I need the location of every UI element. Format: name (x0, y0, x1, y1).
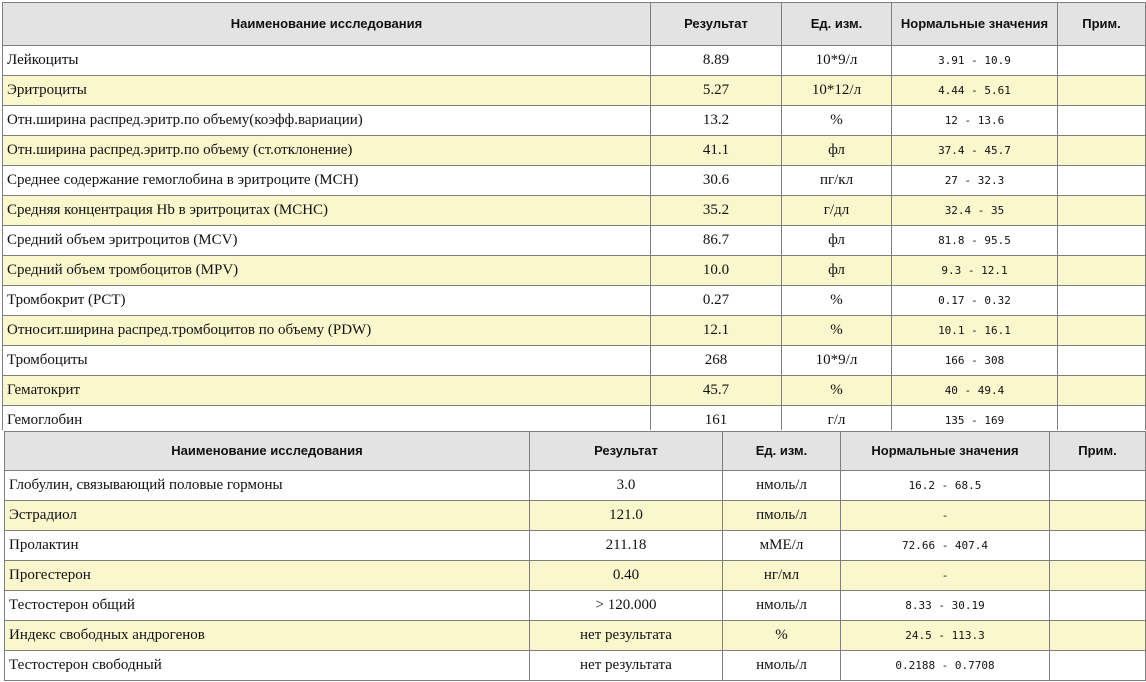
cell-name: Средний объем эритроцитов (MCV) (3, 226, 651, 256)
cell-result: 10.0 (651, 256, 782, 286)
cell-note (1058, 46, 1146, 76)
header-result: Результат (651, 3, 782, 46)
table-row (5, 621, 1146, 651)
cell-note (1058, 256, 1146, 286)
cell-result: 161 (651, 406, 782, 431)
cell-result: 211.18 (530, 531, 723, 561)
table-row (3, 346, 1146, 376)
header-note: Прим. (1058, 3, 1146, 46)
table-row (3, 376, 1146, 406)
cell-note (1050, 531, 1146, 561)
cell-unit: % (782, 316, 892, 346)
table-row (3, 46, 1146, 76)
table-row (3, 136, 1146, 166)
cell-result: 0.40 (530, 561, 723, 591)
header-norm: Нормальные значения (892, 3, 1058, 46)
table-row (5, 531, 1146, 561)
cell-norm: 0.2188 - 0.7708 (841, 651, 1050, 681)
table-row (5, 501, 1146, 531)
cell-result: 268 (651, 346, 782, 376)
cell-name: Эстрадиол (5, 501, 530, 531)
cell-note (1050, 621, 1146, 651)
cell-unit: % (782, 106, 892, 136)
cell-unit: нг/мл (723, 561, 841, 591)
header-note: Прим. (1050, 432, 1146, 471)
table-row (3, 76, 1146, 106)
cell-unit: 10*12/л (782, 76, 892, 106)
cell-unit: фл (782, 226, 892, 256)
cell-name: Средняя концентрация Hb в эритроцитах (MCHC) (3, 196, 651, 226)
cell-name: Эритроциты (3, 76, 651, 106)
cell-note (1058, 226, 1146, 256)
cell-result: 35.2 (651, 196, 782, 226)
table-row (5, 591, 1146, 621)
cell-unit: нмоль/л (723, 471, 841, 501)
table-row (3, 286, 1146, 316)
cell-note (1058, 136, 1146, 166)
table-row (5, 651, 1146, 681)
cell-result: 8.89 (651, 46, 782, 76)
cell-note (1050, 501, 1146, 531)
table-row (3, 106, 1146, 136)
cell-unit: 10*9/л (782, 46, 892, 76)
cell-norm: 72.66 - 407.4 (841, 531, 1050, 561)
cell-result: 0.27 (651, 286, 782, 316)
cell-result: нет результата (530, 621, 723, 651)
header-unit: Ед. изм. (782, 3, 892, 46)
cell-norm: 40 - 49.4 (892, 376, 1058, 406)
cell-norm: - (841, 561, 1050, 591)
cell-unit: % (723, 621, 841, 651)
cell-name: Гемоглобин (3, 406, 651, 431)
cell-norm: 4.44 - 5.61 (892, 76, 1058, 106)
blood-count-rows (3, 46, 1146, 431)
cell-result: 30.6 (651, 166, 782, 196)
cell-note (1058, 406, 1146, 431)
cell-norm: 12 - 13.6 (892, 106, 1058, 136)
table-header-row (3, 3, 1146, 46)
cell-note (1058, 376, 1146, 406)
cell-unit: 10*9/л (782, 346, 892, 376)
cell-note (1058, 106, 1146, 136)
cell-name: Отн.ширина распред.эритр.по объему (ст.отклонение) (3, 136, 651, 166)
header-unit: Ед. изм. (723, 432, 841, 471)
table-row (3, 196, 1146, 226)
cell-note (1058, 166, 1146, 196)
cell-name: Пролактин (5, 531, 530, 561)
cell-note (1050, 561, 1146, 591)
cell-norm: 10.1 - 16.1 (892, 316, 1058, 346)
table-row (3, 166, 1146, 196)
table-row (3, 406, 1146, 431)
header-result: Результат (530, 432, 723, 471)
cell-name: Тромбоциты (3, 346, 651, 376)
cell-name: Прогестерон (5, 561, 530, 591)
cell-norm: 3.91 - 10.9 (892, 46, 1058, 76)
table-row (3, 226, 1146, 256)
cell-unit: фл (782, 136, 892, 166)
blood-count-table (2, 2, 1146, 430)
table-row (5, 471, 1146, 501)
cell-norm: 9.3 - 12.1 (892, 256, 1058, 286)
cell-name: Отн.ширина распред.эритр.по объему(коэфф.вариации) (3, 106, 651, 136)
cell-name: Глобулин, связывающий половые гормоны (5, 471, 530, 501)
cell-note (1058, 346, 1146, 376)
cell-result: 45.7 (651, 376, 782, 406)
table-row (3, 256, 1146, 286)
cell-norm: 32.4 - 35 (892, 196, 1058, 226)
cell-unit: пг/кл (782, 166, 892, 196)
cell-name: Лейкоциты (3, 46, 651, 76)
cell-note (1050, 591, 1146, 621)
cell-result: 121.0 (530, 501, 723, 531)
cell-norm: 37.4 - 45.7 (892, 136, 1058, 166)
cell-result: > 120.000 (530, 591, 723, 621)
cell-norm: 81.8 - 95.5 (892, 226, 1058, 256)
table-header-row (5, 432, 1146, 471)
cell-note (1050, 651, 1146, 681)
cell-name: Тромбокрит (PCT) (3, 286, 651, 316)
cell-note (1058, 76, 1146, 106)
cell-norm: 27 - 32.3 (892, 166, 1058, 196)
cell-note (1050, 471, 1146, 501)
cell-name: Средний объем тромбоцитов (MPV) (3, 256, 651, 286)
cell-norm: 8.33 - 30.19 (841, 591, 1050, 621)
cell-unit: % (782, 286, 892, 316)
cell-note (1058, 196, 1146, 226)
header-name: Наименование исследования (5, 432, 530, 471)
cell-note (1058, 286, 1146, 316)
cell-result: 3.0 (530, 471, 723, 501)
cell-name: Индекс свободных андрогенов (5, 621, 530, 651)
cell-unit: мМЕ/л (723, 531, 841, 561)
cell-result: 12.1 (651, 316, 782, 346)
cell-unit: % (782, 376, 892, 406)
cell-result: 5.27 (651, 76, 782, 106)
cell-unit: нмоль/л (723, 651, 841, 681)
header-norm: Нормальные значения (841, 432, 1050, 471)
cell-name: Гематокрит (3, 376, 651, 406)
table-row (3, 316, 1146, 346)
cell-name: Относит.ширина распред.тромбоцитов по объему (PDW) (3, 316, 651, 346)
cell-result: 41.1 (651, 136, 782, 166)
cell-result: 86.7 (651, 226, 782, 256)
cell-result: нет результата (530, 651, 723, 681)
cell-norm: - (841, 501, 1050, 531)
cell-unit: г/л (782, 406, 892, 431)
cell-norm: 24.5 - 113.3 (841, 621, 1050, 651)
cell-unit: пмоль/л (723, 501, 841, 531)
cell-norm: 166 - 308 (892, 346, 1058, 376)
cell-norm: 0.17 - 0.32 (892, 286, 1058, 316)
cell-name: Тестостерон общий (5, 591, 530, 621)
hormone-table (4, 431, 1146, 681)
cell-unit: нмоль/л (723, 591, 841, 621)
header-name: Наименование исследования (3, 3, 651, 46)
cell-norm: 16.2 - 68.5 (841, 471, 1050, 501)
table-row (5, 561, 1146, 591)
cell-result: 13.2 (651, 106, 782, 136)
cell-unit: г/дл (782, 196, 892, 226)
hormone-rows (5, 471, 1146, 681)
cell-note (1058, 316, 1146, 346)
cell-unit: фл (782, 256, 892, 286)
cell-name: Тестостерон свободный (5, 651, 530, 681)
cell-name: Среднее содержание гемоглобина в эритроците (MCH) (3, 166, 651, 196)
cell-norm: 135 - 169 (892, 406, 1058, 431)
